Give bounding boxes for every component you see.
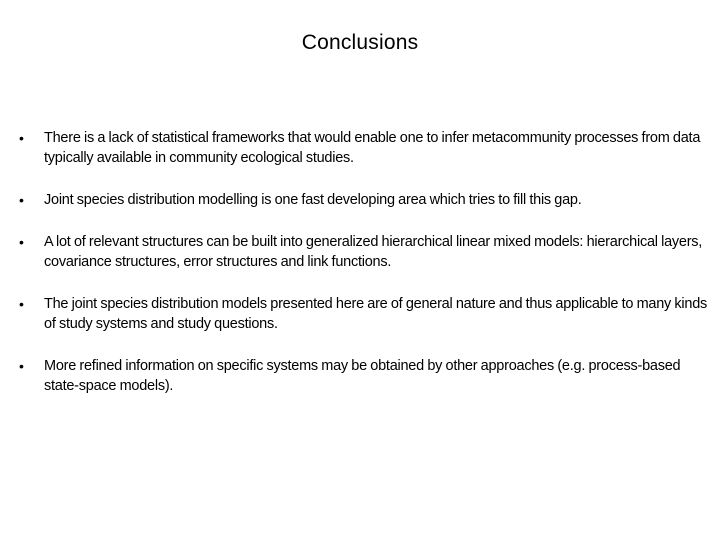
list-item (0, 190, 720, 210)
list-item-text: There is a lack of statistical frameworks that would enable one to infer metacommunity processes from data typically available in community ecological studies. (44, 130, 701, 166)
page-title: Conclusions (301, 31, 419, 54)
list-item-text: More refined information on specific systems may be obtained by other approaches (e.g. process-based state-space models). (44, 358, 681, 394)
bullet-point-icon: • (19, 130, 24, 146)
bullet-point-icon: • (19, 358, 24, 374)
list-item (0, 294, 720, 334)
bullet-point-icon: • (19, 296, 24, 312)
list-item (0, 356, 720, 396)
list-item (0, 232, 720, 272)
list-item (0, 128, 720, 168)
list-item-text: A lot of relevant structures can be built into generalized hierarchical linear mixed models: hierarchical layers, covariance structures, error structures and link functions. (44, 234, 703, 270)
bullet-point-icon: • (19, 192, 24, 208)
bullet-list (0, 128, 720, 396)
list-item-text: The joint species distribution models presented here are of general nature and thus applicable to many kinds of study systems and study questions. (44, 296, 708, 332)
list-item-text: Joint species distribution modelling is one fast developing area which tries to fill this gap. (44, 192, 582, 208)
bullet-point-icon: • (19, 234, 24, 250)
